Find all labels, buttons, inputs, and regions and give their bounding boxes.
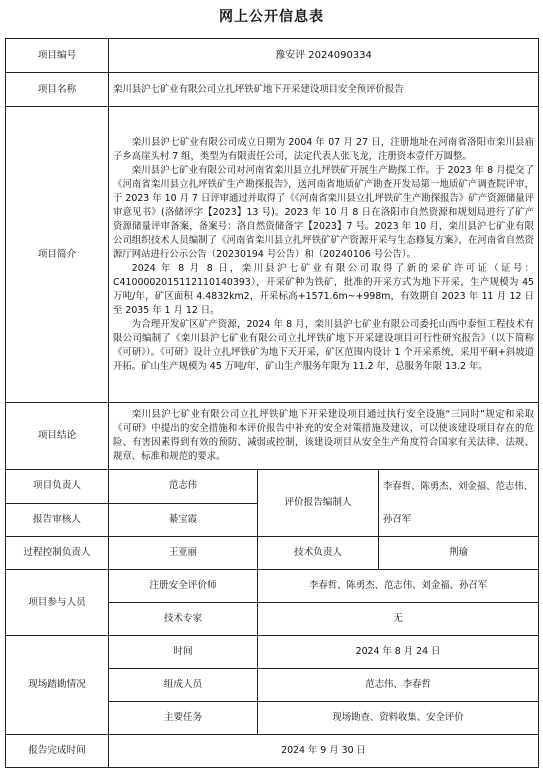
intro-paragraph-4: 为合理开发矿区矿产资源，2024 年 8 月，栾川县沪七矿业有限公司委托山西中泰恒工程技术有限公司编制了《栾川县沪七矿业有限公司立扎坪铁矿地下开采建设项目可行性研究报告》（以下简称《可研》）。《可研》设计立扎坪铁矿为地下天开采，矿区范围内设计 1 个开采系统，采用平硐+斜坡道开拓。矿山生产规模为 45 万吨/年，矿山生产服务年限为 11.2 年，总服务年限 13.2 年。 <box>113 318 535 372</box>
intro-paragraph-2: 栾川县沪七矿业有限公司对河南省栾川县立扎坪铁矿开展生产勘探工作。于 2023 年 8 月提交了《河南省栾川县立扎坪铁矿生产勘探报告》，送河南省地质矿产勘查开发局第一地质矿产调查院评审，于 2023 年 10 月 7 日评审通过并取得了《《河南省栾川县立扎坪铁矿生产勘探报告》矿产资源储量评审意见书》(洛储评字【2023】13 号)。2023 年 10 月 8 日在洛阳市自然资源和规划局进行了矿产资源储量评审备案，备案号：洛自然资储备字【2023】7 号。2023 年 10 月，栾川县沪七矿业有限公司组织技术人员编制了《河南省栾川县立扎坪铁矿矿产资源开采与生态修复方案》，在河南省自然资源厅网站进行公示公告（20230194 号公告）和（20240106 号公告）。 <box>113 164 535 260</box>
intro-paragraph-1: 栾川县沪七矿业有限公司成立日期为 2004 年 07 月 27 日，注册地址在河南省洛阳市栾川县庙子乡高崖头村 7 组，类型为有限责任公司，法定代表人张飞龙，注册资本壹仟万圆整。 <box>113 136 535 162</box>
site-time-value: 2024 年 8 月 24 日 <box>258 636 539 669</box>
expert-value: 无 <box>258 603 539 636</box>
site-tasks-label: 主要任务 <box>109 702 258 735</box>
process-ctrl-label: 过程控制负责人 <box>6 537 109 570</box>
row-project-no <box>6 39 539 73</box>
project-no-label: 项目编号 <box>6 39 109 73</box>
project-no-value: 豫安评 2024090334 <box>109 39 539 73</box>
intro-text <box>109 107 539 403</box>
reviewer-label: 报告审核人 <box>6 503 109 537</box>
leader-value: 范志伟 <box>109 470 258 504</box>
intro-label: 项目简介 <box>6 107 109 403</box>
row-process <box>6 537 539 570</box>
row-conclusion <box>6 403 539 470</box>
leader-label: 项目负责人 <box>6 470 109 504</box>
page-title: 网上公开信息表 <box>219 9 324 25</box>
reviewer-value: 綦宝霞 <box>109 503 258 537</box>
completion-value: 2024 年 9 月 30 日 <box>109 735 539 768</box>
row-intro <box>6 107 539 403</box>
intro-paragraph-3: 2024 年 8 月 8 日，栾川县沪七矿业有限公司取得了新的采矿许可证（证号：C4100002015112110140393），开采矿种为铁矿，批准的开采方式为地下开采，生产规模为 45 万吨/年，矿区面积 4.4832km2，开采标高+1571.6m~+998m，有效期自 2023 年 11 月 12 日至 2035 年 1 月 12 日。 <box>113 262 535 316</box>
site-members-value: 范志伟、李春哲 <box>258 669 539 702</box>
site-members-label: 组成人员 <box>109 669 258 702</box>
evaluator-value: 李春哲、陈勇杰、范志伟、刘金福、孙召军 <box>258 570 539 603</box>
tech-lead-label: 技术负责人 <box>258 537 379 570</box>
conclusion-paragraph: 栾川县沪七矿业有限公司立扎坪铁矿地下开采建设项目通过执行安全设施“三同时”规定和采取《可研》中提出的安全措施和本评价报告中补充的安全对策措施及建议，可以使该建设项目存在的危险、有害因素得到有效的预防、减弱或控制，该建设项目从安全生产角度符合国家有关法律、法规、规章、标准和规范的要求。 <box>113 409 535 462</box>
completion-label: 报告完成时间 <box>6 735 109 768</box>
conclusion-label: 项目结论 <box>6 403 109 470</box>
evaluator-label: 注册安全评价师 <box>109 570 258 603</box>
row-participants-evaluator <box>6 570 539 603</box>
row-site-time <box>6 636 539 669</box>
site-survey-label: 现场踏勘情况 <box>6 636 109 735</box>
participants-label: 项目参与人员 <box>6 570 109 636</box>
project-name-value: 栾川县沪七矿业有限公司立扎坪铁矿地下开采建设项目安全预评价报告 <box>109 73 539 107</box>
site-tasks-value: 现场勘查、资料收集、安全评价 <box>258 702 539 735</box>
site-time-label: 时间 <box>109 636 258 669</box>
expert-label: 技术专家 <box>109 603 258 636</box>
authors-label: 评价报告编制人 <box>258 470 379 537</box>
project-name-label: 项目名称 <box>6 73 109 107</box>
authors-value: 李春哲、陈勇杰、刘金福、范志伟、孙召军 <box>379 470 539 537</box>
conclusion-text <box>109 403 539 470</box>
row-completion <box>6 735 539 768</box>
row-project-name <box>6 73 539 107</box>
tech-lead-value: 荆瑜 <box>379 537 539 570</box>
info-table <box>5 38 539 768</box>
row-leader <box>6 470 539 504</box>
process-ctrl-value: 王亚丽 <box>109 537 258 570</box>
